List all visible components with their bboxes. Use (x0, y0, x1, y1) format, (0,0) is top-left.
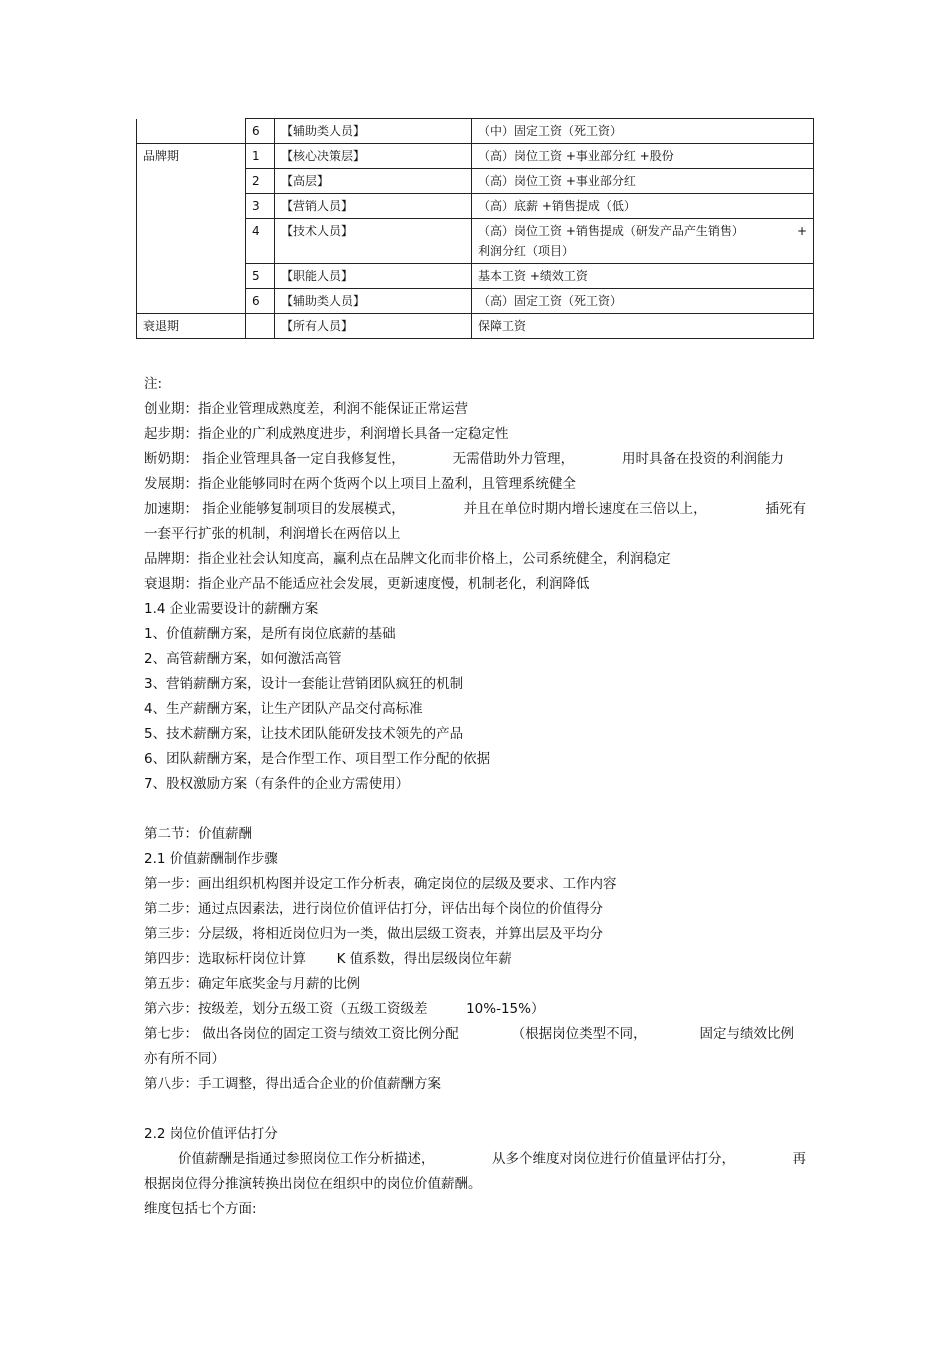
paragraph-fragment: 从多个维度对岗位进行价值量评估打分， (492, 1151, 735, 1167)
note-fragment: 无需借助外力管理， (452, 451, 575, 467)
pay-cell: 基本工资 +绩效工资 (472, 264, 814, 289)
number-cell: 5 (246, 264, 275, 289)
pay-cell: （高）岗位工资 +事业部分红 +股份 (472, 144, 814, 169)
pay-cell (472, 219, 814, 264)
note-line: 起步期：指企业的广利成熟度进步，利润增长具备一定稳定性 (144, 426, 509, 442)
table-row (137, 119, 814, 144)
step-line: 第二步：通过点因素法，进行岗位价值评估打分，评估出每个岗位的价值得分 (144, 901, 603, 917)
table-row (137, 314, 814, 339)
step-fragment: 第六步：按级差，划分五级工资（五级工资级差 (144, 1001, 428, 1017)
list-item: 6、团队薪酬方案，是合作型工作、项目型工作分配的依据 (144, 751, 491, 767)
step-line (144, 1022, 794, 1047)
note-line (144, 497, 806, 522)
list-item: 5、技术薪酬方案，让技术团队能研发技术领先的产品 (144, 726, 464, 742)
pay-cell: （中）固定工资（死工资） (472, 119, 814, 144)
role-cell: 【技术人员】 (275, 219, 472, 264)
note-line: 发展期：指企业能够同时在两个货两个以上项目上盈利，且管理系统健全 (144, 476, 576, 492)
paragraph-line (144, 1147, 806, 1172)
number-cell: 2 (246, 169, 275, 194)
phase-cell (137, 194, 246, 219)
note-fragment: 断奶期： 指企业管理具备一定自我修复性， (144, 451, 405, 467)
step-fragment: （根据岗位类型不同， (511, 1026, 647, 1042)
number-cell: 1 (246, 144, 275, 169)
phase-cell: 衰退期 (137, 314, 246, 339)
pay-text-continued: 利润分红（项目） (478, 244, 575, 258)
step-line (144, 997, 806, 1022)
pay-text: （高）岗位工资 +销售提成（研发产品产生销售） (478, 224, 744, 238)
role-cell: 【核心决策层】 (275, 144, 472, 169)
paragraph-fragment: 再 (792, 1151, 806, 1167)
phase-cell (137, 169, 246, 194)
table-row (137, 194, 814, 219)
note-line: 衰退期：指企业产品不能适应社会发展，更新速度慢，机制老化，利润降低 (144, 576, 590, 592)
list-item: 4、生产薪酬方案，让生产团队产品交付高标准 (144, 701, 423, 717)
table-row (137, 144, 814, 169)
step-fragment: K 值系数，得出层级岗位年薪 (336, 951, 512, 967)
number-cell: 4 (246, 219, 275, 264)
notes-heading: 注: (144, 376, 163, 392)
pay-cell: （高）固定工资（死工资） (472, 289, 814, 314)
paragraph-line: 维度包括七个方面: (144, 1201, 257, 1217)
phase-cell (137, 219, 246, 264)
role-cell: 【高层】 (275, 169, 472, 194)
paragraph-fragment: 价值薪酬是指通过参照岗位工作分析描述， (178, 1151, 435, 1167)
pay-cell: （高）岗位工资 +事业部分红 (472, 169, 814, 194)
step-line: 第三步：分层级，将相近岗位归为一类，做出层级工资表，并算出层及平均分 (144, 926, 603, 942)
section-title: 2.2 岗位价值评估打分 (144, 1126, 278, 1142)
number-cell: 6 (246, 119, 275, 144)
list-item: 2、高管薪酬方案，如何激活高管 (144, 651, 342, 667)
role-cell: 【营销人员】 (275, 194, 472, 219)
note-line: 品牌期：指企业社会认知度高，赢利点在品牌文化而非价格上，公司系统健全，利润稳定 (144, 551, 671, 567)
role-cell: 【辅助类人员】 (275, 289, 472, 314)
step-line: 亦有所不同） (144, 1051, 225, 1067)
role-cell: 【所有人员】 (275, 314, 472, 339)
table-row (137, 289, 814, 314)
step-fragment: 第七步： 做出各岗位的固定工资与绩效工资比例分配 (144, 1026, 459, 1042)
step-line: 第五步：确定年底奖金与月薪的比例 (144, 976, 360, 992)
table-row (137, 264, 814, 289)
note-fragment: 用时具备在投资的利润能力 (621, 451, 784, 467)
number-cell: 3 (246, 194, 275, 219)
step-line: 第八步：手工调整，得出适合企业的价值薪酬方案 (144, 1076, 441, 1092)
list-item: 3、营销薪酬方案，设计一套能让营销团队疯狂的机制 (144, 676, 464, 692)
salary-table (136, 118, 814, 339)
section-title: 第二节：价值薪酬 (144, 826, 252, 842)
note-line (144, 447, 784, 472)
step-fragment: 10%-15%） (466, 1001, 545, 1017)
phase-cell (137, 289, 246, 314)
section-title: 1.4 企业需要设计的薪酬方案 (144, 601, 319, 617)
list-item: 1、价值薪酬方案，是所有岗位底薪的基础 (144, 626, 396, 642)
note-fragment: 插死有 (765, 501, 806, 517)
step-line (144, 947, 806, 972)
phase-cell (137, 119, 246, 144)
pay-cell: （高）底薪 +销售提成（低） (472, 194, 814, 219)
phase-cell: 品牌期 (137, 144, 246, 169)
role-cell: 【职能人员】 (275, 264, 472, 289)
paragraph-line: 根据岗位得分推演转换出岗位在组织中的岗位价值薪酬。 (144, 1176, 482, 1192)
note-fragment: 并且在单位时期内增长速度在三倍以上， (463, 501, 707, 517)
role-cell: 【辅助类人员】 (275, 119, 472, 144)
table-row (137, 219, 814, 264)
list-item: 7、股权激励方案（有条件的企业方需使用） (144, 776, 410, 792)
pay-text-plus: + (796, 224, 807, 238)
note-fragment: 加速期： 指企业能够复制项目的发展模式， (144, 501, 405, 517)
note-line: 创业期：指企业管理成熟度差，利润不能保证正常运营 (144, 401, 468, 417)
table-row (137, 169, 814, 194)
step-line: 第一步：画出组织机构图并设定工作分析表，确定岗位的层级及要求、工作内容 (144, 876, 617, 892)
subsection-title: 2.1 价值薪酬制作步骤 (144, 851, 278, 867)
step-fragment: 第四步：选取标杆岗位计算 (144, 951, 306, 967)
step-fragment: 固定与绩效比例 (699, 1026, 794, 1042)
notes-section (144, 372, 806, 1222)
pay-cell: 保障工资 (472, 314, 814, 339)
number-cell (246, 314, 275, 339)
phase-cell (137, 264, 246, 289)
number-cell: 6 (246, 289, 275, 314)
note-line: 一套平行扩张的机制，利润增长在两倍以上 (144, 526, 401, 542)
